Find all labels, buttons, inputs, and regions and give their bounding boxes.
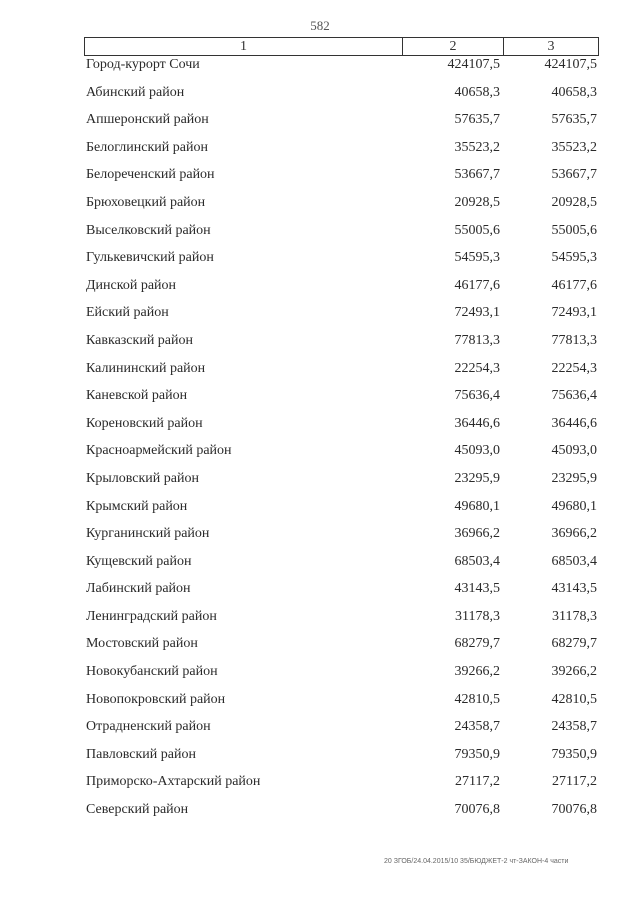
row-district-name: Апшеронский район bbox=[86, 112, 209, 128]
row-value-col-2: 35523,2 bbox=[454, 139, 500, 155]
row-district-name: Белоглинский район bbox=[86, 139, 208, 155]
table-row bbox=[0, 471, 640, 499]
row-value-col-2: 77813,3 bbox=[454, 332, 500, 348]
table-row bbox=[0, 333, 640, 361]
row-district-name: Курганинский район bbox=[86, 526, 210, 542]
row-district-name: Ейский район bbox=[86, 305, 169, 321]
table-row bbox=[0, 443, 640, 471]
row-value-col-3: 27117,2 bbox=[552, 774, 597, 790]
row-value-col-3: 424107,5 bbox=[544, 57, 597, 72]
row-value-col-3: 45093,0 bbox=[551, 443, 597, 459]
row-district-name: Мостовский район bbox=[86, 636, 198, 652]
table-row bbox=[0, 167, 640, 195]
row-value-col-2: 20928,5 bbox=[454, 194, 500, 210]
table-row bbox=[0, 526, 640, 554]
row-value-col-3: 75636,4 bbox=[551, 388, 597, 404]
row-value-col-3: 35523,2 bbox=[551, 139, 597, 155]
row-value-col-3: 53667,7 bbox=[551, 167, 597, 183]
row-value-col-2: 54595,3 bbox=[454, 250, 500, 266]
row-value-col-3: 36446,6 bbox=[551, 415, 597, 431]
table-row bbox=[0, 305, 640, 333]
row-district-name: Новопокровский район bbox=[86, 691, 226, 707]
table-row bbox=[0, 361, 640, 389]
table-body bbox=[0, 57, 640, 830]
row-value-col-2: 70076,8 bbox=[454, 802, 500, 818]
row-value-col-2: 27117,2 bbox=[455, 774, 500, 790]
table-row bbox=[0, 774, 640, 802]
row-district-name: Лабинский район bbox=[86, 581, 191, 597]
table-row bbox=[0, 112, 640, 140]
table-row bbox=[0, 692, 640, 720]
table-row bbox=[0, 664, 640, 692]
row-value-col-2: 45093,0 bbox=[454, 443, 500, 459]
row-district-name: Крымский район bbox=[86, 498, 188, 514]
row-district-name: Отрадненский район bbox=[86, 719, 211, 735]
row-value-col-2: 68279,7 bbox=[454, 636, 500, 652]
footer-stamp: 20 ЗГОБ/24.04.2015/10 35/БЮДЖЕТ-2 чт-ЗАКОН-4 части bbox=[384, 858, 569, 865]
row-value-col-2: 36966,2 bbox=[454, 526, 500, 542]
row-value-col-2: 42810,5 bbox=[454, 691, 500, 707]
row-value-col-3: 43143,5 bbox=[551, 581, 597, 597]
table-row bbox=[0, 636, 640, 664]
row-value-col-3: 42810,5 bbox=[551, 691, 597, 707]
table-row bbox=[0, 223, 640, 251]
row-district-name: Выселковский район bbox=[86, 222, 211, 238]
row-value-col-2: 49680,1 bbox=[454, 498, 500, 514]
table-row bbox=[0, 278, 640, 306]
row-value-col-2: 79350,9 bbox=[454, 746, 500, 762]
row-value-col-3: 68279,7 bbox=[551, 636, 597, 652]
row-district-name: Красноармейский район bbox=[86, 443, 232, 459]
row-value-col-3: 40658,3 bbox=[551, 84, 597, 100]
row-value-col-2: 43143,5 bbox=[454, 581, 500, 597]
row-value-col-2: 424107,5 bbox=[447, 57, 500, 72]
table-header bbox=[84, 37, 599, 56]
row-value-col-3: 70076,8 bbox=[551, 802, 597, 818]
row-district-name: Абинский район bbox=[86, 84, 185, 100]
table-row bbox=[0, 719, 640, 747]
row-district-name: Кореновский район bbox=[86, 415, 203, 431]
row-district-name: Город-курорт Сочи bbox=[86, 57, 200, 72]
row-value-col-3: 77813,3 bbox=[551, 332, 597, 348]
table-row bbox=[0, 747, 640, 775]
row-value-col-2: 55005,6 bbox=[454, 222, 500, 238]
row-value-col-3: 31178,3 bbox=[552, 608, 597, 624]
table-row bbox=[0, 499, 640, 527]
page-number: 582 bbox=[310, 18, 330, 33]
row-value-col-3: 55005,6 bbox=[551, 222, 597, 238]
row-value-col-2: 40658,3 bbox=[454, 84, 500, 100]
table-row bbox=[0, 388, 640, 416]
row-value-col-2: 75636,4 bbox=[454, 388, 500, 404]
row-district-name: Каневской район bbox=[86, 388, 188, 404]
row-district-name: Белореченский район bbox=[86, 167, 215, 183]
row-district-name: Павловский район bbox=[86, 746, 196, 762]
row-district-name: Брюховецкий район bbox=[86, 194, 206, 210]
row-value-col-3: 79350,9 bbox=[551, 746, 597, 762]
row-value-col-3: 23295,9 bbox=[551, 470, 597, 486]
table-row bbox=[0, 195, 640, 223]
row-value-col-2: 23295,9 bbox=[454, 470, 500, 486]
header-col-2: 2 bbox=[403, 38, 504, 55]
row-value-col-3: 49680,1 bbox=[551, 498, 597, 514]
row-value-col-2: 24358,7 bbox=[454, 719, 500, 735]
row-district-name: Приморско-Ахтарский район bbox=[86, 774, 261, 790]
header-col-1: 1 bbox=[85, 38, 403, 55]
row-value-col-3: 46177,6 bbox=[551, 277, 597, 293]
header-col-3: 3 bbox=[547, 39, 555, 54]
row-value-col-2: 31178,3 bbox=[455, 608, 500, 624]
row-value-col-2: 53667,7 bbox=[454, 167, 500, 183]
row-district-name: Кущевский район bbox=[86, 553, 192, 569]
table-row bbox=[0, 416, 640, 444]
table-row bbox=[0, 57, 640, 85]
row-district-name: Новокубанский район bbox=[86, 664, 218, 680]
row-district-name: Крыловский район bbox=[86, 470, 199, 486]
row-value-col-3: 20928,5 bbox=[551, 194, 597, 210]
row-value-col-2: 39266,2 bbox=[454, 664, 500, 680]
row-value-col-3: 54595,3 bbox=[551, 250, 597, 266]
row-value-col-2: 36446,6 bbox=[454, 415, 500, 431]
table-row bbox=[0, 554, 640, 582]
row-value-col-3: 68503,4 bbox=[551, 553, 597, 569]
row-value-col-3: 22254,3 bbox=[551, 360, 597, 376]
row-value-col-3: 72493,1 bbox=[551, 305, 597, 321]
table-row bbox=[0, 85, 640, 113]
row-district-name: Динской район bbox=[86, 277, 177, 293]
table-row bbox=[0, 802, 640, 830]
row-value-col-2: 46177,6 bbox=[454, 277, 500, 293]
row-value-col-3: 39266,2 bbox=[551, 664, 597, 680]
row-value-col-3: 24358,7 bbox=[551, 719, 597, 735]
row-value-col-2: 68503,4 bbox=[454, 553, 500, 569]
row-value-col-2: 22254,3 bbox=[454, 360, 500, 376]
table-row bbox=[0, 581, 640, 609]
table-row bbox=[0, 609, 640, 637]
row-district-name: Калининский район bbox=[86, 360, 206, 376]
table-row bbox=[0, 250, 640, 278]
row-district-name: Северский район bbox=[86, 802, 189, 818]
row-value-col-3: 36966,2 bbox=[551, 526, 597, 542]
row-value-col-3: 57635,7 bbox=[551, 112, 597, 128]
row-value-col-2: 72493,1 bbox=[454, 305, 500, 321]
row-district-name: Гулькевичский район bbox=[86, 250, 214, 266]
row-district-name: Ленинградский район bbox=[86, 608, 217, 624]
table-row bbox=[0, 140, 640, 168]
row-district-name: Кавказский район bbox=[86, 332, 194, 348]
row-value-col-2: 57635,7 bbox=[454, 112, 500, 128]
